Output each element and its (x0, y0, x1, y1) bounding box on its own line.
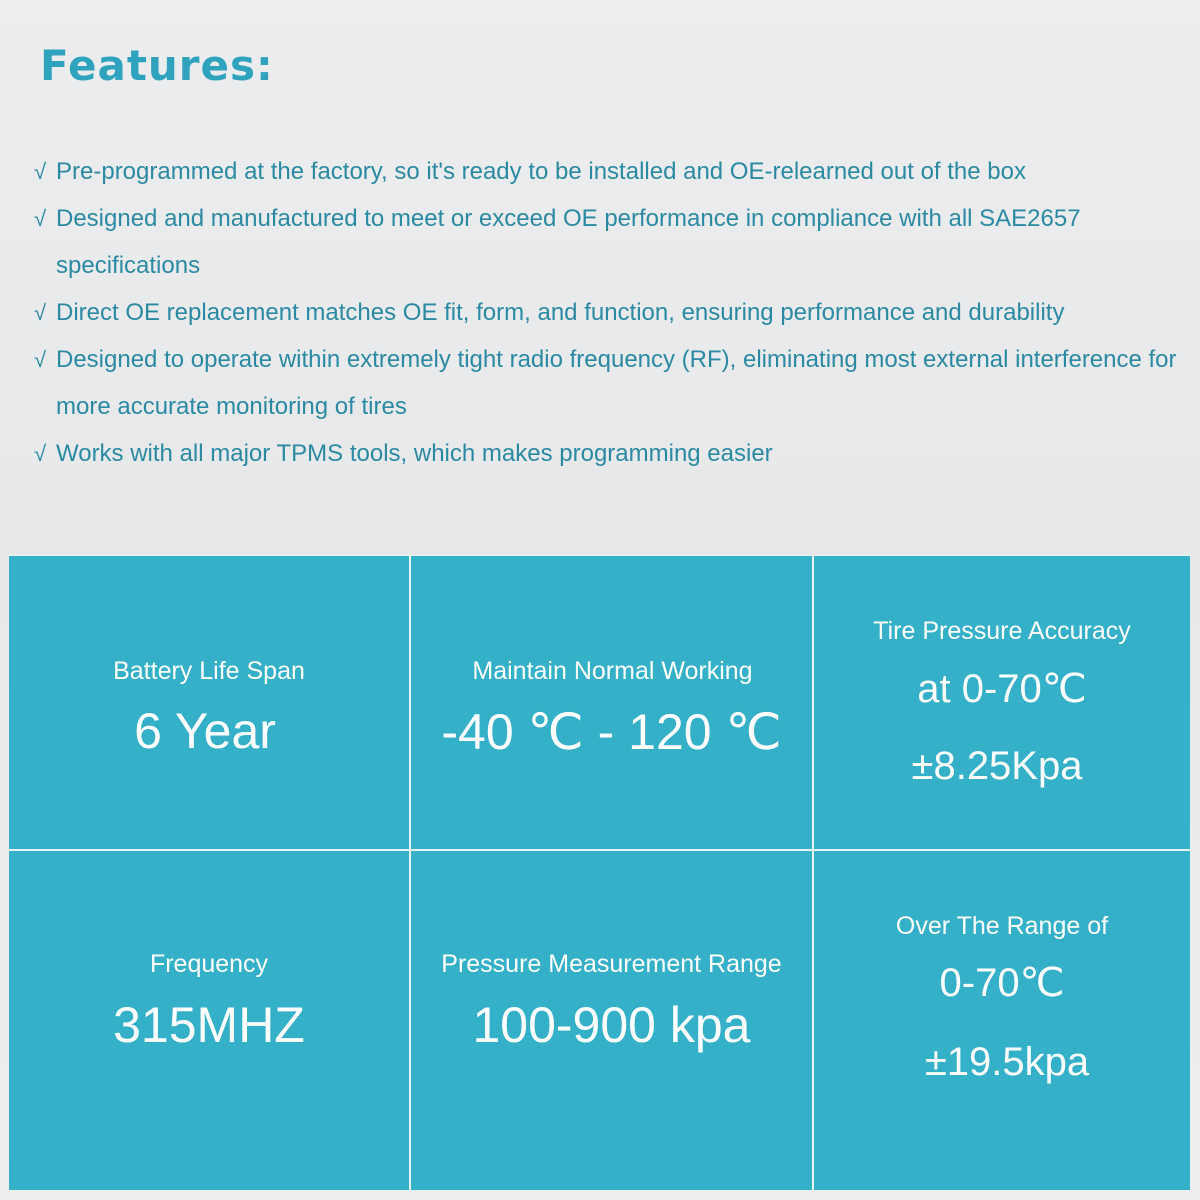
feature-item (34, 430, 1200, 477)
spec-cell-over-range (814, 851, 1190, 1190)
check-icon: √ (34, 206, 47, 231)
spec-value: at 0-70℃ (917, 667, 1087, 711)
spec-value: 0-70℃ (939, 961, 1065, 1005)
spec-cell-pressure-accuracy (814, 556, 1190, 851)
feature-item (34, 289, 1200, 336)
check-icon: √ (34, 300, 47, 325)
feature-list (34, 148, 1200, 477)
spec-value: 6 Year (134, 703, 276, 759)
spec-cell-working-temperature (411, 556, 814, 851)
spec-label: Battery Life Span (113, 657, 305, 685)
feature-item (34, 195, 1200, 289)
feature-text: Designed to operate within extremely tight radio frequency (RF), eliminating most external interference for more accurate monitoring of tires (56, 346, 1177, 420)
spec-label: Pressure Measurement Range (441, 950, 782, 978)
feature-text: Works with all major TPMS tools, which makes programming easier (56, 440, 773, 467)
spec-value: 315MHZ (113, 997, 305, 1053)
spec-cell-battery (9, 556, 411, 851)
spec-label: Frequency (149, 950, 269, 978)
spec-value: -40 ℃ - 120 ℃ (441, 704, 782, 760)
spec-label: Over The Range of (895, 912, 1109, 940)
spec-label: Maintain Normal Working (472, 657, 753, 685)
spec-cell-measurement-range (411, 851, 814, 1190)
check-icon: √ (34, 347, 47, 372)
feature-text: Direct OE replacement matches OE fit, form, and function, ensuring performance and durability (56, 299, 1065, 326)
feature-text: Pre-programmed at the factory, so it's ready to be installed and OE-relearned out of the box (56, 158, 1026, 185)
feature-item (34, 336, 1200, 430)
feature-item (34, 148, 1200, 195)
spec-value: 100-900 kpa (472, 997, 751, 1053)
spec-value: ±19.5kpa (924, 1040, 1090, 1084)
spec-cell-frequency (9, 851, 411, 1190)
feature-text: Designed and manufactured to meet or exceed OE performance in compliance with all SAE2657 specifications (56, 205, 1081, 279)
page-title: Features: (40, 41, 274, 90)
check-icon: √ (34, 159, 47, 184)
spec-value: ±8.25Kpa (911, 744, 1083, 788)
spec-label: Tire Pressure Accuracy (873, 617, 1131, 645)
check-icon: √ (34, 441, 47, 466)
spec-grid (9, 555, 1190, 1190)
